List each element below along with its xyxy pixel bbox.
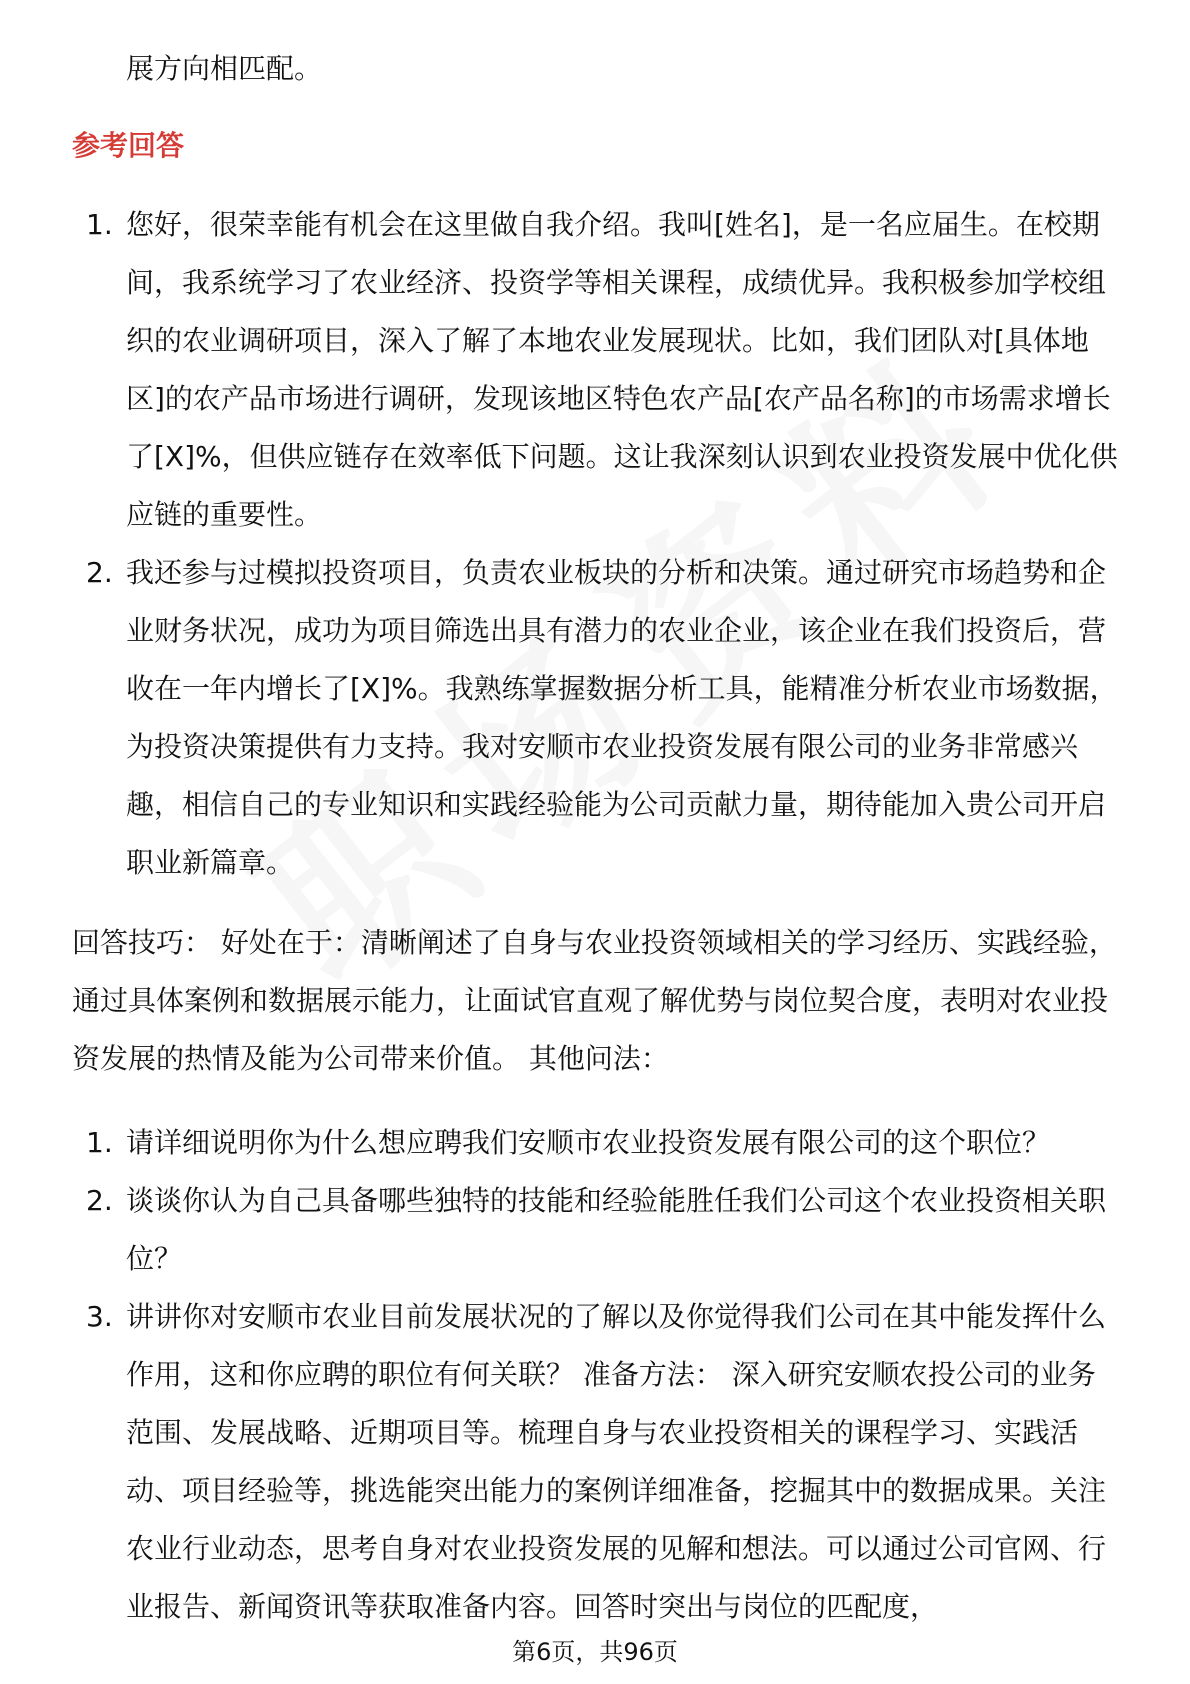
- answer-item-number: 2.: [86, 556, 113, 589]
- question-item: [72, 1172, 1122, 1288]
- other-questions-list: [72, 1114, 1122, 1636]
- answer-list: [72, 196, 1122, 892]
- tips-paragraph: 回答技巧： 好处在于：清晰阐述了自身与农业投资领域相关的学习经历、实践经验，通过具体案例和数据展示能力，让面试官直观了解优势与岗位契合度，表明对农业投资发展的热情及能为公司带来价值。 其他问法：: [72, 926, 1117, 1075]
- answer-item-text: 您好，很荣幸能有机会在这里做自我介绍。我叫[姓名]，是一名应届生。在校期间，我系统学习了农业经济、投资学等相关课程，成绩优异。我积极参加学校组织的农业调研项目，深入了解了本地农业发展现状。比如，我们团队对[具体地区]的农产品市场进行调研，发现该地区特色农产品[农产品名称]的市场需求增长了[X]%，但供应链存在效率低下问题。这让我深刻认识到农业投资发展中优化供应链的重要性。: [126, 208, 1118, 531]
- document-body: [72, 40, 1122, 1636]
- question-item: [72, 1114, 1122, 1172]
- question-item-number: 2.: [86, 1184, 113, 1217]
- question-item-number: 1.: [86, 1126, 113, 1159]
- answer-item: [72, 196, 1122, 544]
- question-item-text: 讲讲你对安顺市农业目前发展状况的了解以及你觉得我们公司在其中能发挥什么作用，这和你应聘的职位有何关联？ 准备方法： 深入研究安顺农投公司的业务范围、发展战略、近期项目等。梳理自身与农业投资相关的课程学习、实践活动、项目经验等，挑选能突出能力的案例详细准备，挖掘其中的数据成果。关注农业行业动态，思考自身对农业投资发展的见解和想法。可以通过公司官网、行业报告、新闻资讯等获取准备内容。回答时突出与岗位的匹配度，: [126, 1300, 1107, 1623]
- question-item-text: 请详细说明你为什么想应聘我们安顺市农业投资发展有限公司的这个职位？: [126, 1126, 1051, 1159]
- answer-item-number: 1.: [86, 208, 113, 241]
- continuation-text: 展方向相匹配。: [126, 52, 323, 85]
- answer-item: [72, 544, 1122, 892]
- question-item: [72, 1288, 1122, 1636]
- page-footer: 第6页，共96页: [512, 1638, 678, 1666]
- question-item-text: 谈谈你认为自己具备哪些独特的技能和经验能胜任我们公司这个农业投资相关职位？: [126, 1184, 1107, 1275]
- question-item-number: 3.: [86, 1300, 113, 1333]
- section-title: 参考回答: [72, 129, 185, 162]
- answer-item-text: 我还参与过模拟投资项目，负责农业板块的分析和决策。通过研究市场趋势和企业财务状况，成功为项目筛选出具有潜力的农业企业，该企业在我们投资后，营收在一年内增长了[X]%。我熟练掌握数据分析工具，能精准分析农业市场数据，为投资决策提供有力支持。我对安顺市农业投资发展有限公司的业务非常感兴趣，相信自己的专业知识和实践经验能为公司贡献力量，期待能加入贵公司开启职业新篇章。: [126, 556, 1118, 879]
